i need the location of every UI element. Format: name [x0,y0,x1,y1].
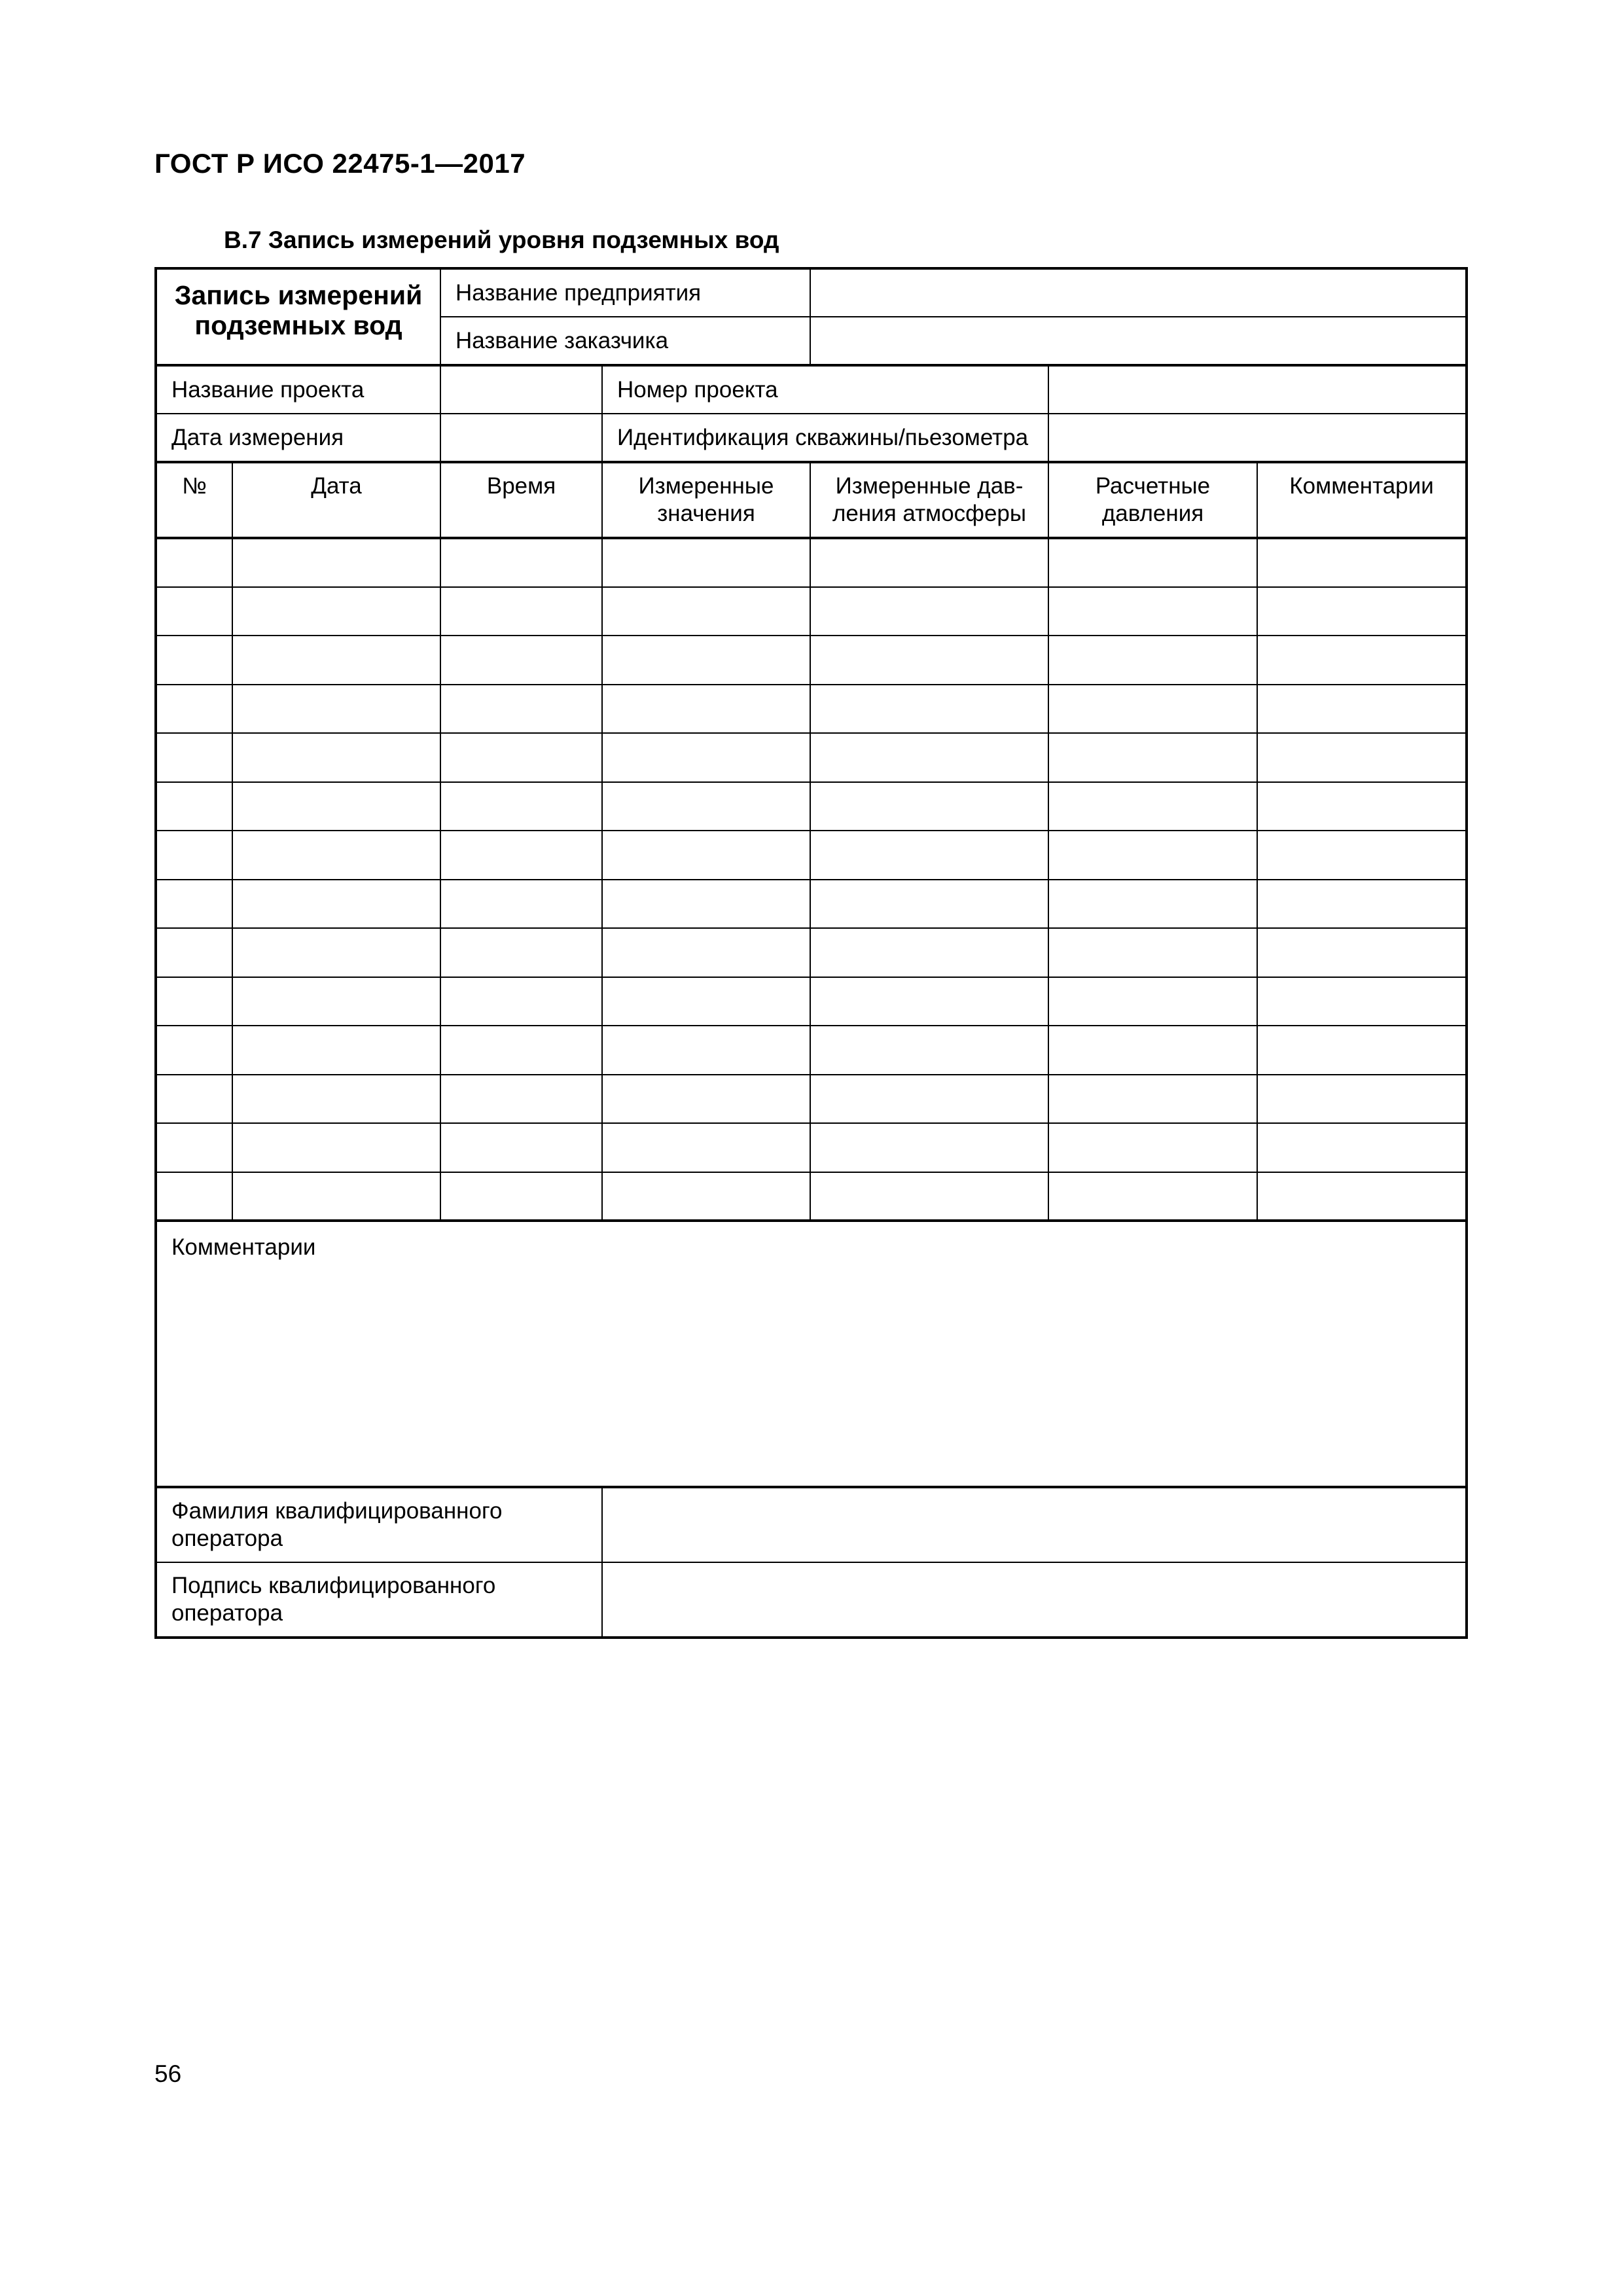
data-cell[interactable] [1257,831,1467,880]
project-number-value-field[interactable] [1048,365,1467,414]
table-row [156,1026,1467,1075]
table-row [156,782,1467,831]
data-cell[interactable] [156,1172,232,1221]
data-cell[interactable] [1257,1123,1467,1172]
data-cell[interactable] [602,685,810,734]
data-cell[interactable] [602,1026,810,1075]
data-cell[interactable] [1257,880,1467,929]
data-cell[interactable] [602,1075,810,1124]
data-cell[interactable] [810,685,1048,734]
data-cell[interactable] [810,782,1048,831]
table-row [156,1123,1467,1172]
data-cell[interactable] [232,685,440,734]
data-cell[interactable] [232,636,440,685]
data-cell[interactable] [602,977,810,1026]
data-cell[interactable] [156,928,232,977]
column-header: Расчетные давления [1048,462,1257,538]
data-cell[interactable] [1257,685,1467,734]
data-cell[interactable] [440,1172,602,1221]
data-cell[interactable] [440,1026,602,1075]
table-row [156,538,1467,587]
column-header: № [156,462,232,538]
data-cell[interactable] [232,587,440,636]
data-cell[interactable] [1257,733,1467,782]
data-cell[interactable] [232,733,440,782]
data-cell[interactable] [440,1075,602,1124]
table-row [156,685,1467,734]
data-cell[interactable] [1048,782,1257,831]
data-cell[interactable] [232,1172,440,1221]
table-row [156,587,1467,636]
data-cell[interactable] [156,538,232,587]
data-cell[interactable] [602,733,810,782]
data-cell[interactable] [1048,1075,1257,1124]
column-header: Измеренные значения [602,462,810,538]
data-cell[interactable] [1048,1026,1257,1075]
data-cell[interactable] [810,1172,1048,1221]
customer-label: Название заказчика [440,317,810,365]
operator-name-label: Фамилия квалифицированного оператора [156,1487,602,1562]
data-cell[interactable] [440,831,602,880]
data-cell[interactable] [810,587,1048,636]
comments-field[interactable] [156,1221,1467,1487]
data-cell[interactable] [1257,1172,1467,1221]
customer-value-field[interactable] [810,317,1467,365]
table-row [156,636,1467,685]
data-cell[interactable] [232,880,440,929]
company-label: Название предприятия [440,268,810,317]
groundwater-record-form [154,267,1468,1639]
data-cell[interactable] [810,538,1048,587]
data-cell[interactable] [440,587,602,636]
data-cell[interactable] [232,928,440,977]
data-cell[interactable] [810,928,1048,977]
data-cell[interactable] [156,831,232,880]
table-row [156,831,1467,880]
data-cell[interactable] [602,1123,810,1172]
form-title-line1: Запись измерений [174,280,423,310]
well-id-value-field[interactable] [1048,414,1467,462]
data-cell[interactable] [810,1123,1048,1172]
data-cell[interactable] [602,782,810,831]
data-cell[interactable] [1048,685,1257,734]
measure-date-label: Дата измерения [156,414,440,462]
data-cell[interactable] [232,1075,440,1124]
project-name-label: Название проекта [156,365,440,414]
table-row [156,1075,1467,1124]
data-cell[interactable] [440,1123,602,1172]
column-header: Измеренные дав- ления атмосферы [810,462,1048,538]
data-cell[interactable] [156,1123,232,1172]
data-cell[interactable] [1257,977,1467,1026]
data-cell[interactable] [810,1026,1048,1075]
data-cell[interactable] [602,636,810,685]
data-cell[interactable] [602,928,810,977]
data-cell[interactable] [156,782,232,831]
data-cell[interactable] [440,685,602,734]
data-cell[interactable] [810,831,1048,880]
data-cell[interactable] [1048,636,1257,685]
table-row [156,977,1467,1026]
column-header: Комментарии [1257,462,1467,538]
operator-name-value-field[interactable] [602,1487,1467,1562]
data-cell[interactable] [1257,782,1467,831]
data-cell[interactable] [1257,1075,1467,1124]
data-cell[interactable] [810,977,1048,1026]
data-cell[interactable] [810,880,1048,929]
data-cell[interactable] [156,733,232,782]
column-header: Дата [232,462,440,538]
data-cell[interactable] [440,538,602,587]
data-cell[interactable] [440,928,602,977]
data-cell[interactable] [1048,1172,1257,1221]
project-number-label: Номер проекта [602,365,1048,414]
column-header-row [156,462,1467,538]
data-cell[interactable] [602,831,810,880]
data-cell[interactable] [232,1026,440,1075]
data-cell[interactable] [1048,928,1257,977]
data-cell[interactable] [156,880,232,929]
comments-label: Комментарии [171,1234,316,1260]
data-cell[interactable] [1257,1026,1467,1075]
column-header: Время [440,462,602,538]
project-name-value-field[interactable] [440,365,602,414]
data-cell[interactable] [156,636,232,685]
page-number: 56 [154,2060,182,2087]
data-cell[interactable] [232,782,440,831]
data-cell[interactable] [602,880,810,929]
data-cell[interactable] [1257,636,1467,685]
form-title-line2: подземных вод [194,310,402,340]
data-cell[interactable] [810,1075,1048,1124]
data-cell[interactable] [156,1075,232,1124]
data-cell[interactable] [1048,880,1257,929]
data-cell[interactable] [1048,538,1257,587]
data-cell[interactable] [232,831,440,880]
data-cell[interactable] [156,1026,232,1075]
data-cell[interactable] [440,880,602,929]
table-row [156,880,1467,929]
table-row [156,928,1467,977]
data-cell[interactable] [1048,977,1257,1026]
data-cell[interactable] [810,636,1048,685]
data-rows [156,538,1467,1221]
data-cell[interactable] [602,587,810,636]
data-cell[interactable] [1048,1123,1257,1172]
section-title: В.7 Запись измерений уровня подземных вод [224,226,779,253]
data-cell[interactable] [156,977,232,1026]
data-cell[interactable] [232,538,440,587]
measure-date-value-field[interactable] [440,414,602,462]
table-row [156,733,1467,782]
operator-signature-label: Подпись квалифицированного оператора [156,1562,602,1638]
data-cell[interactable] [602,538,810,587]
operator-signature-value-field[interactable] [602,1562,1467,1638]
data-cell[interactable] [232,977,440,1026]
company-value-field[interactable] [810,268,1467,317]
data-cell[interactable] [1257,587,1467,636]
data-cell[interactable] [1048,831,1257,880]
document-header: ГОСТ Р ИСО 22475-1—2017 [154,148,526,179]
data-cell[interactable] [232,1123,440,1172]
data-cell[interactable] [440,636,602,685]
data-cell[interactable] [1048,733,1257,782]
data-cell[interactable] [440,977,602,1026]
table-row [156,1172,1467,1221]
data-cell[interactable] [156,685,232,734]
data-cell[interactable] [440,782,602,831]
data-cell[interactable] [810,733,1048,782]
data-cell[interactable] [440,733,602,782]
data-cell[interactable] [1257,538,1467,587]
data-cell[interactable] [1048,587,1257,636]
well-id-label: Идентификация скважины/пьезометра [602,414,1048,462]
data-cell[interactable] [602,1172,810,1221]
data-cell[interactable] [156,587,232,636]
form-title [156,268,440,365]
data-cell[interactable] [1257,928,1467,977]
